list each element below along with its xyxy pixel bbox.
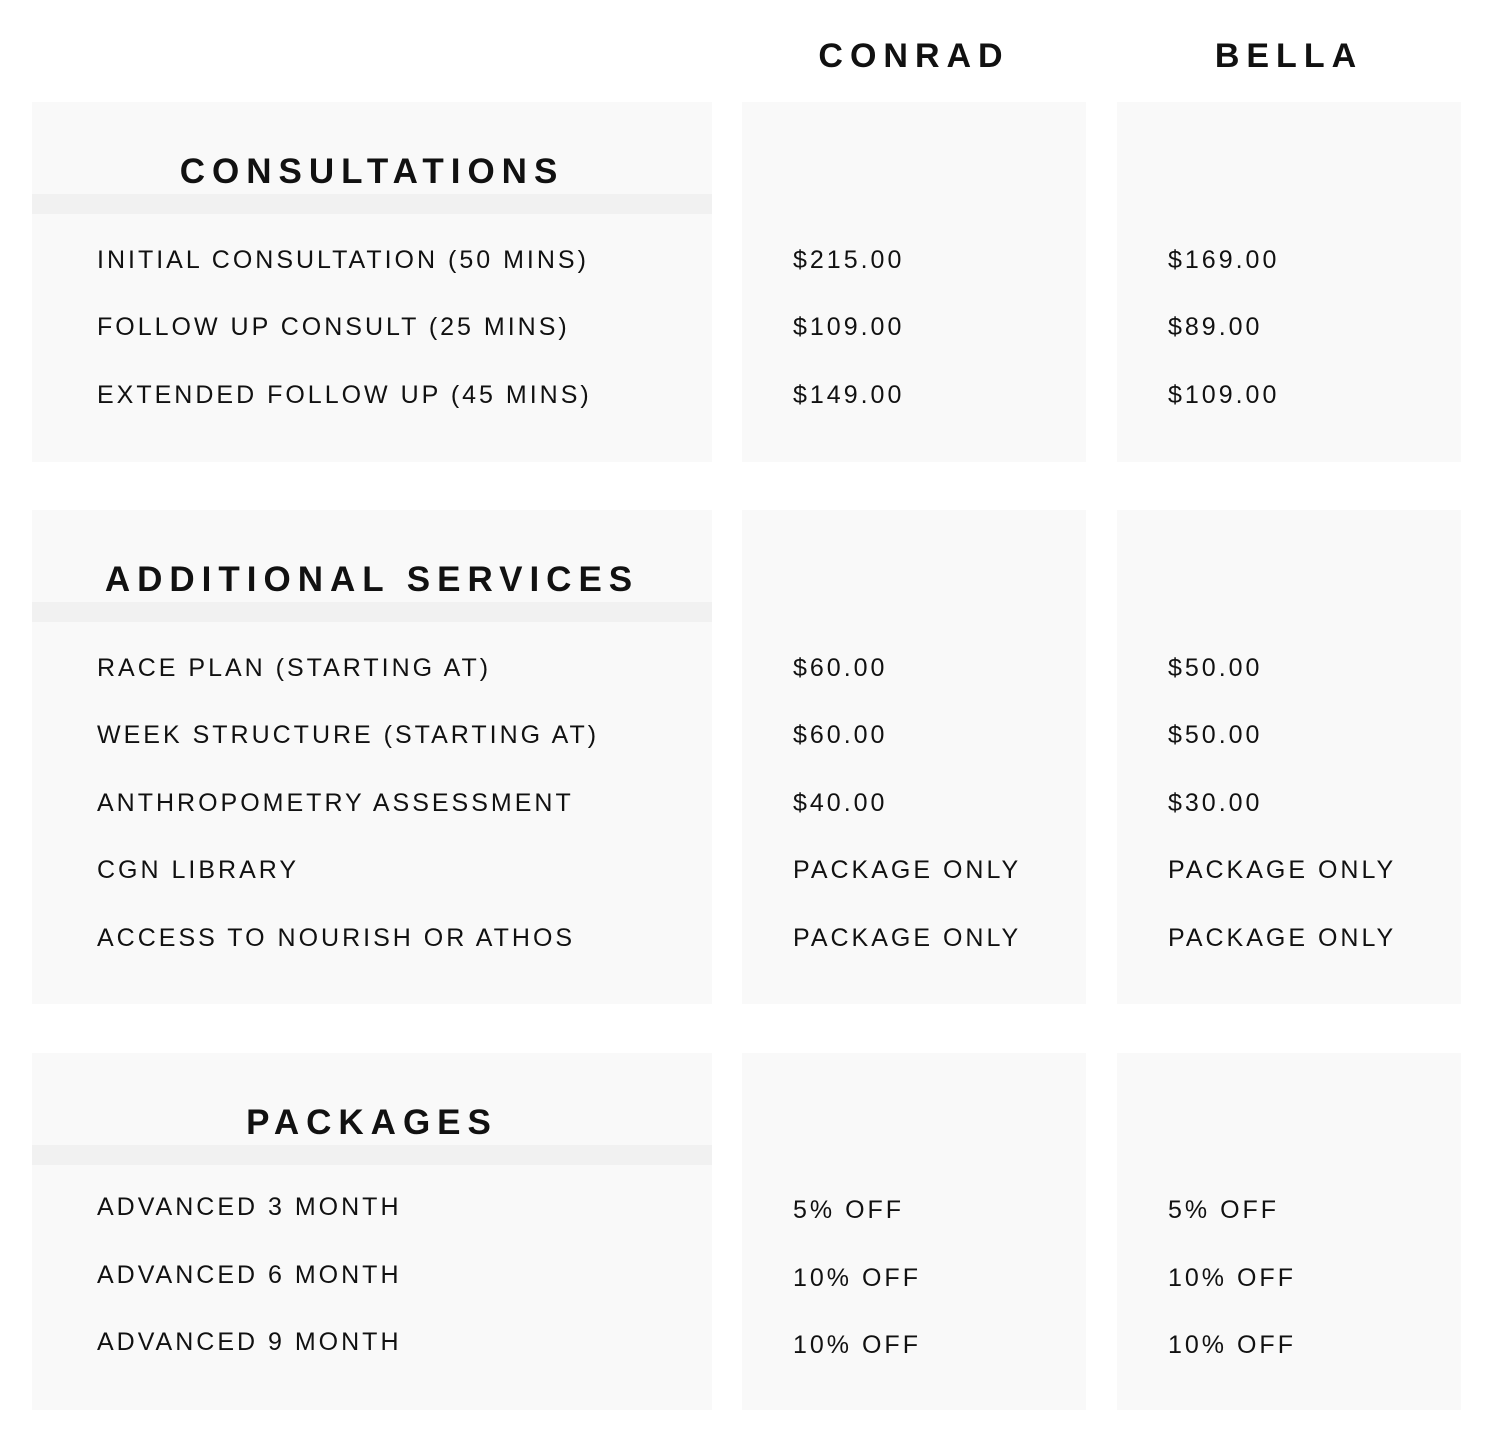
conrad-price: $40.00	[793, 789, 888, 817]
conrad-price: $149.00	[793, 381, 905, 409]
bella-price: $89.00	[1168, 313, 1263, 341]
bella-discount: 5% OFF	[1168, 1196, 1280, 1224]
bella-discount: 10% OFF	[1168, 1264, 1296, 1292]
service-label: FOLLOW UP CONSULT (25 MINS)	[97, 313, 570, 341]
additional-bella-panel	[1117, 510, 1461, 1004]
bella-price: $30.00	[1168, 789, 1263, 817]
bella-price: $50.00	[1168, 721, 1263, 749]
service-label: WEEK STRUCTURE (STARTING AT)	[97, 721, 600, 749]
column-header-bella: BELLA	[1214, 37, 1364, 75]
conrad-price: $60.00	[793, 654, 888, 682]
conrad-price: $215.00	[793, 246, 905, 274]
section-title-band	[32, 194, 712, 214]
service-label: EXTENDED FOLLOW UP (45 MINS)	[97, 381, 592, 409]
bella-discount: 10% OFF	[1168, 1331, 1296, 1359]
packages-panel	[32, 1053, 712, 1410]
section-title-packages: PACKAGES	[246, 1103, 498, 1142]
service-label: CGN LIBRARY	[97, 856, 300, 884]
consultations-bella-panel	[1117, 102, 1461, 462]
service-label: ANTHROPOMETRY ASSESSMENT	[97, 789, 574, 817]
conrad-price: PACKAGE ONLY	[793, 856, 1022, 884]
section-title-band	[32, 602, 712, 622]
conrad-price: $60.00	[793, 721, 888, 749]
consultations-services-panel	[32, 102, 712, 462]
packages-bella-panel	[1117, 1053, 1461, 1410]
conrad-discount: 5% OFF	[793, 1196, 905, 1224]
conrad-price: $109.00	[793, 313, 905, 341]
service-label: RACE PLAN (STARTING AT)	[97, 654, 492, 682]
service-label: ACCESS TO NOURISH OR ATHOS	[97, 924, 576, 952]
conrad-price: PACKAGE ONLY	[793, 924, 1022, 952]
package-label: ADVANCED 6 MONTH	[97, 1261, 402, 1289]
bella-price: $169.00	[1168, 246, 1280, 274]
conrad-discount: 10% OFF	[793, 1264, 921, 1292]
conrad-discount: 10% OFF	[793, 1331, 921, 1359]
package-label: ADVANCED 9 MONTH	[97, 1328, 402, 1356]
service-label: INITIAL CONSULTATION (50 MINS)	[97, 246, 589, 274]
package-label: ADVANCED 3 MONTH	[97, 1193, 402, 1221]
section-title-additional-services: ADDITIONAL SERVICES	[104, 560, 640, 599]
consultations-conrad-panel	[742, 102, 1086, 462]
column-header-conrad: CONRAD	[818, 37, 1010, 75]
bella-price: PACKAGE ONLY	[1168, 856, 1397, 884]
bella-price: PACKAGE ONLY	[1168, 924, 1397, 952]
packages-conrad-panel	[742, 1053, 1086, 1410]
additional-conrad-panel	[742, 510, 1086, 1004]
additional-services-panel	[32, 510, 712, 1004]
section-title-consultations: CONSULTATIONS	[179, 152, 565, 191]
bella-price: $109.00	[1168, 381, 1280, 409]
bella-price: $50.00	[1168, 654, 1263, 682]
section-title-band	[32, 1145, 712, 1165]
